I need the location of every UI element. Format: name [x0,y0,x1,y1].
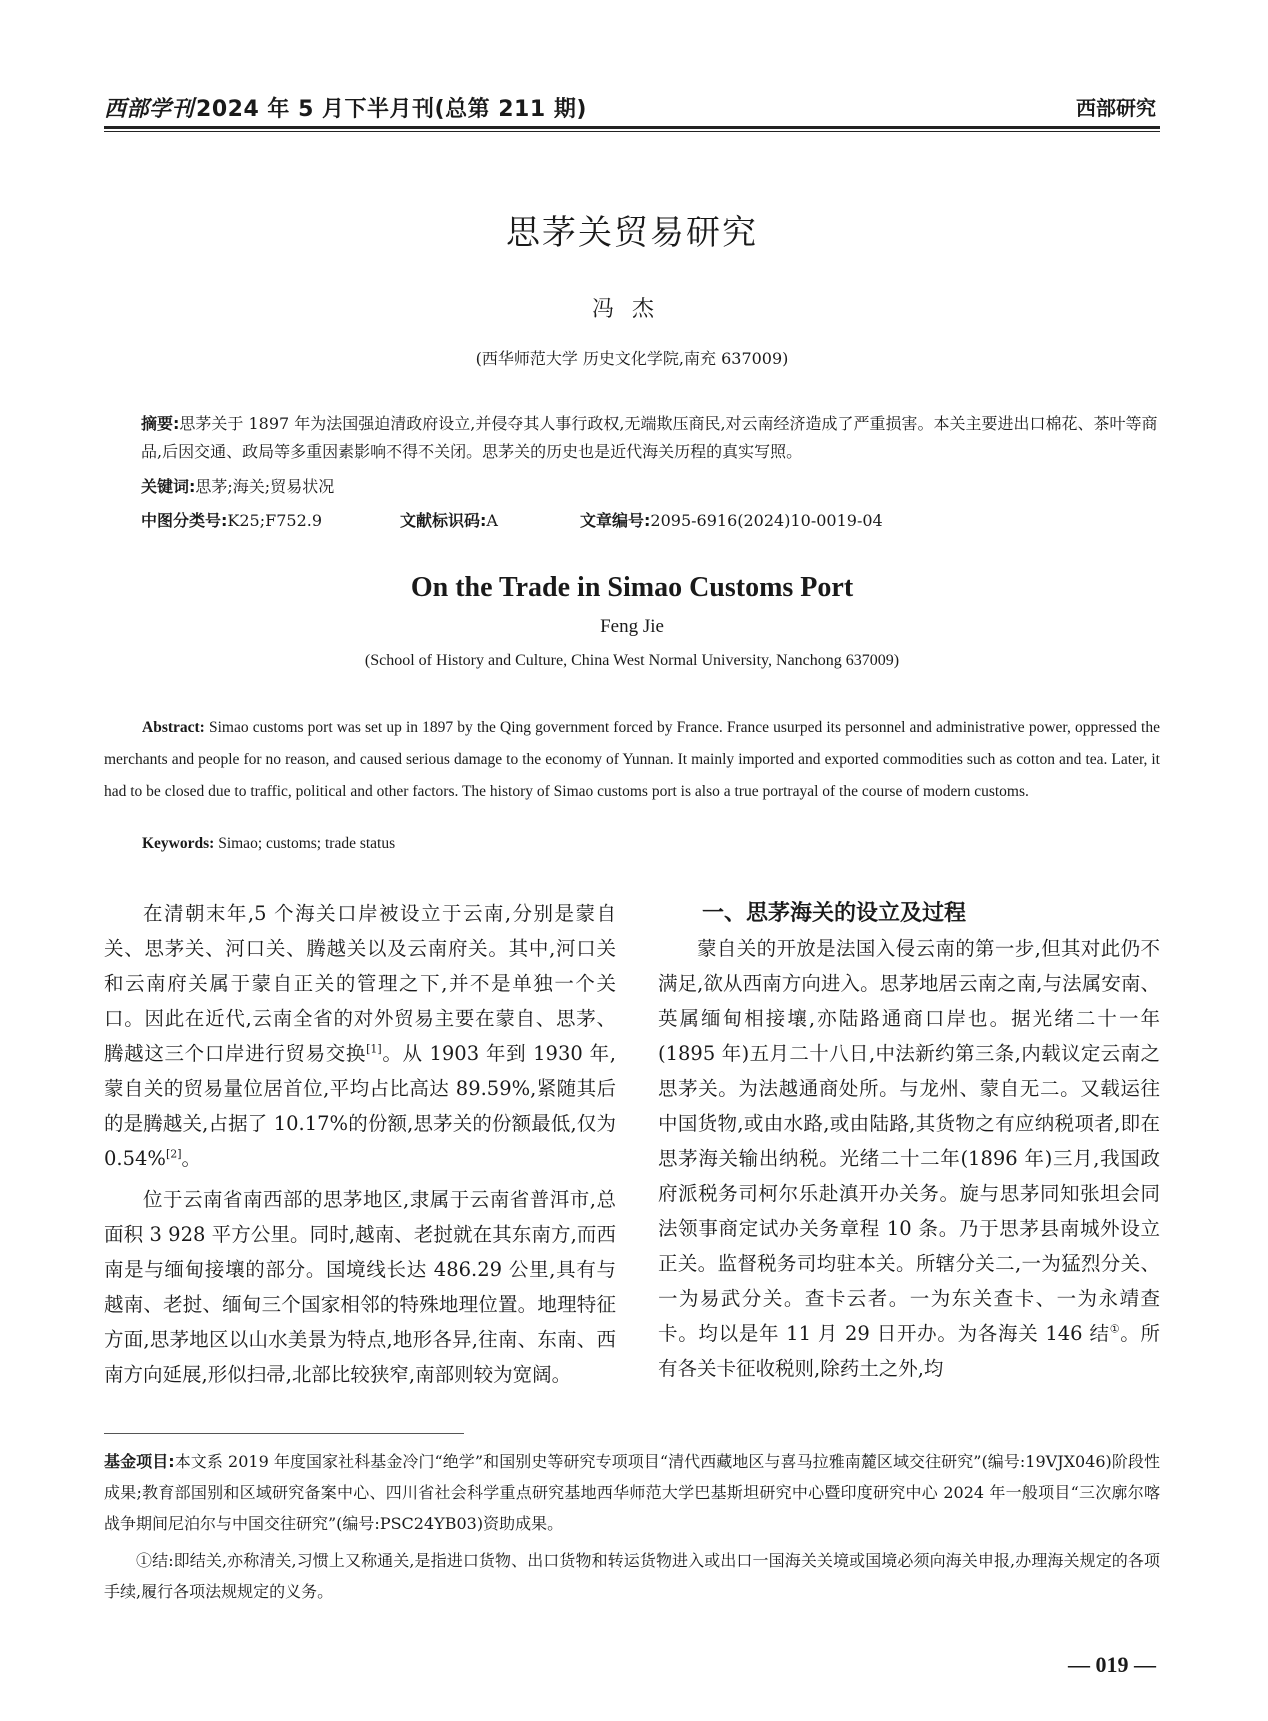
body-text: 。从 1903 年到 1930 年,蒙自关的贸易量位居首位,平均占比高达 89.59%,紧随其后的是腾越关,占据了 10.17%的份额,思茅关的份额最低,仅为 0.54% [104,1042,616,1170]
affiliation-en: (School of History and Culture, China West Normal University, Nanchong 637009) [364,652,900,669]
keywords-en-label: Keywords: [142,835,215,852]
article-number [580,508,883,531]
journal-logo: 西部学刊 [104,97,195,122]
citation-ref: [1] [366,1042,382,1056]
abstract-zh-label: 摘要: [141,414,180,433]
body-text: 。 [181,1147,202,1170]
document-code [400,508,498,531]
body-text: 。所有各关卡征收税则,除药土之外,均 [658,1322,1160,1380]
section-heading: 一、思茅海关的设立及过程 [702,901,967,926]
page-number: — 019 — [1068,1652,1156,1677]
header-rule-thin [104,131,1160,132]
footnote-ref: ① [1109,1322,1121,1336]
body-right-column [658,896,1160,1386]
doc-value: A [486,511,498,530]
abstract-en-text: Simao customs port was set up in 1897 by the Qing government forced by France. France usurped its personnel and administrative power, oppressed the merchants and people for no reason, and caused serious damage to the economy of Yunnan. It mainly imported and exported commodities such as cotton and tea. Later, it had to be closed due to traffic, political and other factors. The history of Simao customs port is also a true portrayal of the course of modern customs. [104,719,1160,800]
issue-info: 2024 年 5 月下半月刊(总第 211 期) [196,97,587,122]
clc-value: K25;F752.9 [227,511,323,530]
running-header [104,92,587,123]
keywords-zh [141,474,334,497]
keywords-zh-label: 关键词: [141,477,196,496]
article-label: 文章编号: [580,511,651,530]
keywords-en-text: Simao; customs; trade status [218,835,396,852]
section-name: 西部研究 [1076,96,1156,120]
affiliation-zh: (西华师范大学 历史文化学院,南充 637009) [475,349,789,368]
abstract-en-label: Abstract: [142,719,205,736]
footnote-rule [104,1433,464,1434]
clc-label: 中图分类号: [141,511,228,530]
fund-note [104,1446,1160,1539]
abstract-zh [141,410,1161,466]
body-text: 在清朝末年,5 个海关口岸被设立于云南,分别是蒙自关、思茅关、河口关、腾越关以及云南府关。其中,河口关和云南府关属于蒙自正关的管理之下,并不是单独一个关口。因此在近代,云南全省的对外贸易主要在蒙自、思茅、腾越这三个口岸进行贸易交换 [104,902,616,1065]
keywords-zh-text: 思茅;海关;贸易状况 [195,477,335,496]
abstract-en [104,712,1160,808]
title-en: On the Trade in Simao Customs Port [410,572,854,603]
body-paragraph [104,896,616,1176]
keywords-en [142,835,395,853]
doc-label: 文献标识码: [400,511,487,530]
clc-number [141,508,322,531]
fund-text: 本文系 2019 年度国家社科基金冷门“绝学”和国别史等研究专项项目“清代西藏地区与喜马拉雅南麓区域交往研究”(编号:19VJX046)阶段性成果;教育部国别和区域研究备案中心、四川省社会科学重点研究基地西华师范大学巴基斯坦研究中心暨印度研究中心 2024 年一般项目“三次廓尔喀战争期间尼泊尔与中国交往研究”(编号:PSC24YB03)资助成果。 [104,1452,1160,1533]
body-paragraph [658,931,1160,1386]
article-value: 2095-6916(2024)10-0019-04 [650,511,883,530]
body-left-column [104,896,616,1392]
abstract-zh-text: 思茅关于 1897 年为法国强迫清政府设立,并侵夺其人事行政权,无端欺压商民,对云南经济造成了严重损害。本关主要进出口棉花、茶叶等商品,后因交通、政局等多重因素影响不得不关闭。思茅关的历史也是近代海关历程的真实写照。 [141,414,1158,461]
author-zh: 冯杰 [591,297,672,322]
body-text: 蒙自关的开放是法国入侵云南的第一步,但其对此仍不满足,欲从西南方向进入。思茅地居云南之南,与法属安南、英属缅甸相接壤,亦陆路通商口岸也。据光绪二十一年(1895 年)五月二十八日,中法新约第三条,内载议定云南之思茅关。为法越通商处所。与龙州、蒙自无二。又载运往中国货物,或由水路,或由陆路,其货物之有应纳税项者,即在思茅海关输出纳税。光绪二十二年(1896 年)三月,我国政府派税务司柯尔乐赴滇开办关务。旋与思茅同知张坦会同法领事商定试办关务章程 10 条。乃于思茅县南城外设立正关。监督税务司均驻本关。所辖分关二,一为猛烈分关、一为易武分关。查卡云者。一为东关查卡、一为永靖查卡。均以是年 11 月 29 日开办。为各海关 146 结 [658,937,1160,1345]
fund-label: 基金项目: [104,1452,175,1471]
body-paragraph: 位于云南省南西部的思茅地区,隶属于云南省普洱市,总面积 3 928 平方公里。同时,越南、老挝就在其东南方,而西南是与缅甸接壤的部分。国境线长达 486.29 公里,具有与越南、老挝、缅甸三个国家相邻的特殊地理位置。地理特征方面,思茅地区以山水美景为特点,地形各异,往南、东南、西南方向延展,形似扫帚,北部比较狭窄,南部则较为宽阔。 [104,1188,616,1386]
footnote-1: ①结:即结关,亦称清关,习惯上又称通关,是指进口货物、出口货物和转运货物进入或出口一国海关关境或国境必须向海关申报,办理海关规定的各项手续,履行各项法规规定的义务。 [104,1551,1160,1601]
citation-ref: [2] [165,1147,182,1161]
header-rule [104,126,1160,129]
author-en: Feng Jie [600,616,664,637]
title-zh: 思茅关贸易研究 [506,213,758,253]
